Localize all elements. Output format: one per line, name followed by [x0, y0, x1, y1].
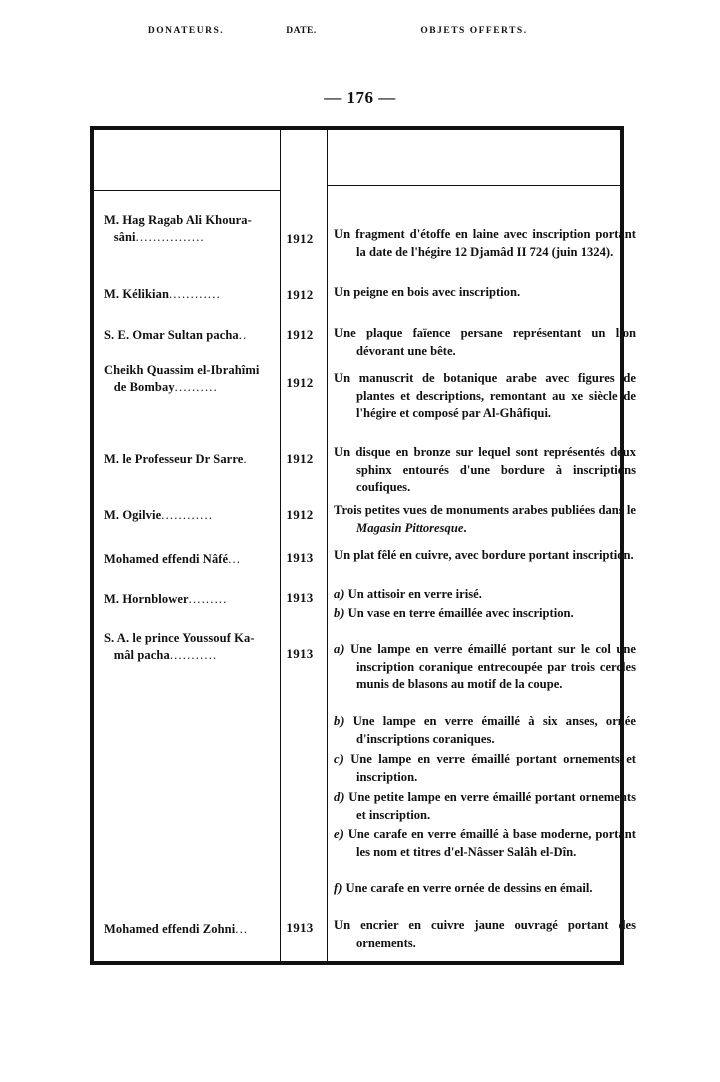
row-date: 1912 — [286, 451, 314, 466]
donor-name: M. Kélikian — [104, 287, 169, 301]
leader-dots: .. — [238, 328, 248, 342]
leader-dots: ................ — [135, 230, 205, 244]
row-object: Un peigne en bois avec inscription. — [334, 285, 521, 299]
object-text: Trois petites vues de monuments arabes publiées dans le — [334, 503, 636, 517]
header-donateurs: DONATEURS. — [147, 26, 225, 36]
donor-name-cont: sâni — [113, 230, 136, 244]
row-date: 1913 — [286, 920, 314, 935]
row-object — [334, 713, 636, 748]
donor-name-cont: de Bombay — [113, 380, 175, 394]
donor-name: S. E. Omar Sultan pacha — [104, 328, 239, 342]
leader-dots: ......... — [188, 592, 228, 606]
row-date: 1913 — [286, 590, 314, 605]
donor-name: Mohamed effendi Nâfé — [104, 552, 229, 566]
table-row-donor — [104, 451, 276, 468]
item-label: b) — [334, 606, 345, 620]
object-text: Une carafe en verre émaillé à base moderne, portant les nom et titres d'el-Nâsser Salâh el-Dîn. — [347, 827, 636, 859]
leader-dots: ... — [235, 922, 249, 936]
donor-name: M. le Professeur Dr Sarre — [104, 452, 244, 466]
row-object — [334, 880, 636, 898]
publication-title: Magasin Pittoresque — [356, 520, 464, 535]
leader-dots: ............ — [169, 287, 221, 301]
donor-name: S. A. le prince Youssouf Ka- — [104, 631, 255, 645]
row-date: 1912 — [286, 507, 314, 522]
item-label: a) — [334, 587, 345, 601]
row-object — [334, 605, 636, 623]
donor-name: M. Ogilvie — [104, 508, 162, 522]
row-object: Un plat fêlé en cuivre, avec bordure portant inscription. — [334, 548, 634, 562]
donor-name: Mohamed effendi Zohni — [104, 922, 236, 936]
object-text: Un vase en terre émaillée avec inscription. — [347, 606, 574, 620]
table-row-donor — [104, 286, 276, 303]
row-object — [334, 502, 636, 537]
leader-dots: ........... — [169, 648, 218, 662]
row-object: Un manuscrit de botanique arabe avec figures de plantes et descriptions, remontant au xe siècle de l'hégire et composé par Al-Ghâfiqui. — [334, 371, 636, 420]
leader-dots: .......... — [174, 380, 218, 394]
row-object — [334, 826, 636, 861]
row-date: 1913 — [286, 550, 314, 565]
row-object — [334, 789, 636, 824]
row-date: 1912 — [286, 375, 314, 390]
object-text-end: . — [463, 520, 467, 535]
row-object: Une plaque faïence persane représentant un lion dévorant une bête. — [334, 326, 636, 358]
table-row-donor — [104, 362, 276, 396]
row-date: 1912 — [286, 231, 314, 246]
leader-dots: . — [243, 452, 248, 466]
item-label: d) — [334, 790, 345, 804]
table-row-donor — [104, 921, 276, 938]
leader-dots: ... — [228, 552, 242, 566]
column-divider-2 — [327, 130, 328, 961]
item-label: a) — [334, 642, 345, 656]
row-object: Un fragment d'étoffe en laine avec inscription portant la date de l'hégire 12 Djamâd II 724 (juin 1324). — [334, 227, 636, 259]
donor-name: M. Hornblower — [104, 592, 189, 606]
row-date: 1912 — [286, 327, 314, 342]
donor-name-cont: mâl pacha — [113, 648, 170, 662]
header-rule-objets — [327, 185, 620, 186]
table-row-donor — [104, 327, 276, 344]
table-row-donor — [104, 630, 276, 664]
object-text: Une carafe en verre ornée de dessins en émail. — [345, 881, 593, 895]
page-number: — 176 — — [324, 88, 396, 107]
table-row-donor — [104, 212, 276, 246]
object-text: Un attisoir en verre irisé. — [347, 587, 482, 601]
row-object: Un disque en bronze sur lequel sont représentés deux sphinx entourés d'une bordure à inscriptions coufiques. — [334, 445, 636, 494]
header-objets: OBJETS OFFERTS. — [420, 26, 528, 36]
row-date: 1912 — [286, 287, 314, 302]
donor-name: Cheikh Quassim el-Ibrahîmi — [104, 363, 260, 377]
item-label: b) — [334, 714, 345, 728]
object-text: Une lampe en verre émaillé à six anses, ornée d'inscriptions coraniques. — [352, 714, 636, 746]
object-text: Une lampe en verre émaillé portant sur le col une inscription coranique entrecoupée par trois cercles munis de blasons au motif de la coupe. — [350, 642, 636, 691]
row-date: 1913 — [286, 646, 314, 661]
table-row-donor — [104, 507, 276, 524]
item-label: f) — [334, 881, 343, 895]
header-rule-donateurs — [94, 190, 280, 191]
column-divider-1 — [280, 130, 281, 961]
table-row-donor — [104, 551, 276, 568]
object-text: Une lampe en verre émaillé portant ornements et inscription. — [350, 752, 636, 784]
donor-name: M. Hag Ragab Ali Khoura- — [104, 213, 252, 227]
row-object: Un encrier en cuivre jaune ouvragé portant des ornements. — [334, 918, 636, 950]
item-label: c) — [334, 752, 344, 766]
object-text: Une petite lampe en verre émaillé portant ornements et inscription. — [348, 790, 636, 822]
row-object — [334, 751, 636, 786]
row-object — [334, 586, 636, 604]
item-label: e) — [334, 827, 344, 841]
leader-dots: ............ — [161, 508, 214, 522]
row-object — [334, 641, 636, 694]
table-row-donor — [104, 591, 276, 608]
header-date: DATE. — [286, 26, 317, 36]
